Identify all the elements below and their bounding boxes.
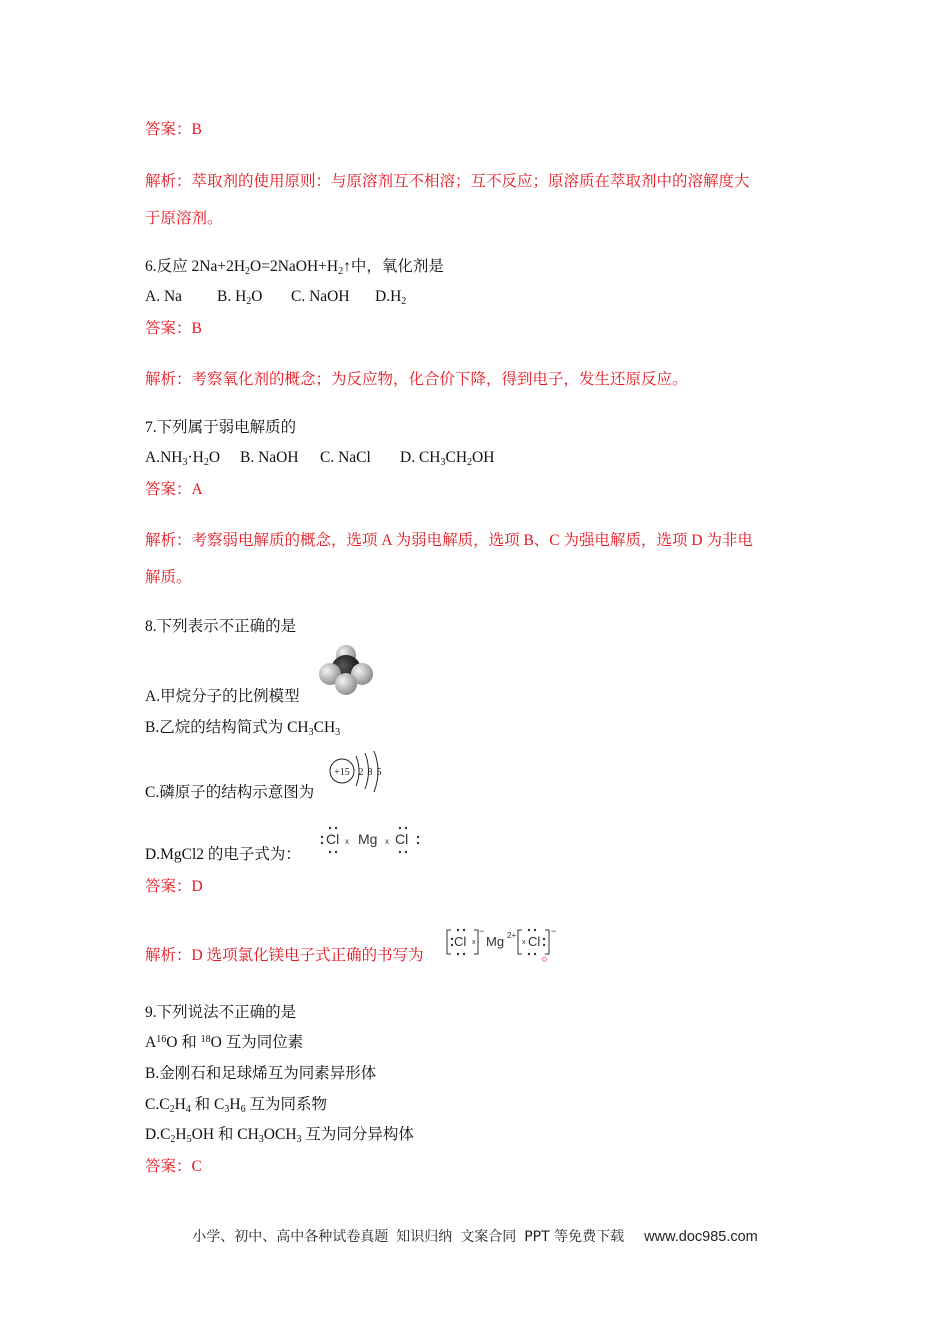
q9-option-d: $D.C_2H_5OH$ 和 $CH_3OCH_3$ 互为同分异构体 bbox=[145, 1126, 414, 1145]
footer-item: 知识归纳 bbox=[396, 1229, 453, 1245]
svg-text:x: x bbox=[385, 837, 389, 846]
q5-analysis-line1: 解析：萃取剂的使用原则：与原溶剂互不相溶；互不反应；原溶质在萃取剂中的溶解度大 bbox=[145, 173, 750, 190]
q7-answer: 答案：A bbox=[145, 481, 203, 498]
mgcl2-electron-formula-correct bbox=[444, 924, 562, 960]
cl-left: Cl bbox=[326, 831, 340, 847]
q6-option-d: $D.H_2$ bbox=[375, 288, 407, 307]
mgcl2-electron-formula-wrong bbox=[318, 822, 424, 858]
cl-right: Cl bbox=[395, 831, 409, 847]
mg-center: Mg bbox=[486, 934, 505, 949]
shell-2-count: 8 bbox=[367, 767, 373, 778]
q7-stem: 7.下列属于弱电解质的 bbox=[145, 419, 297, 436]
q9-option-c: $C.C_2H_4$ 和 $C_3H_6$ 互为同系物 bbox=[145, 1096, 327, 1115]
svg-text:x: x bbox=[345, 837, 349, 846]
q7-option-c: C. NaCl bbox=[320, 449, 371, 466]
footer-item: 小学、初中、高中各种试卷真题 bbox=[192, 1229, 389, 1245]
q6-answer: 答案：B bbox=[145, 320, 202, 337]
svg-text:−: − bbox=[479, 926, 485, 936]
q5-analysis-line2: 于原溶剂。 bbox=[145, 210, 223, 227]
svg-text:x: x bbox=[522, 939, 526, 946]
q8-stem: 8.下列表示不正确的是 bbox=[145, 618, 297, 635]
footer-url-link[interactable]: www.doc985.com bbox=[644, 1229, 758, 1245]
shell-3-count: 5 bbox=[376, 767, 382, 778]
q6-analysis: 解析：考察氧化剂的概念；为反应物，化合价下降，得到电子，发生还原反应。 bbox=[145, 371, 688, 388]
q7-analysis-line1: 解析：考察弱电解质的概念，选项 A 为弱电解质，选项 B、C 为强电解质，选项 D 为非电 bbox=[145, 532, 753, 549]
svg-text:−: − bbox=[551, 926, 557, 936]
phosphorus-atom-diagram bbox=[327, 750, 391, 800]
page-footer bbox=[0, 1226, 950, 1246]
q7-analysis-line2: 解质。 bbox=[145, 569, 192, 586]
mg-center: Mg bbox=[358, 831, 378, 847]
q8-option-d: D.MgCl2 的电子式为： bbox=[145, 846, 301, 863]
q9-option-a: $A^{16}O$ 和 $^{18}$O 互为同位素 bbox=[145, 1034, 304, 1051]
q7-options bbox=[145, 448, 494, 468]
q6-options bbox=[145, 287, 406, 307]
q6-stem: 6.反应 $2Na+2H_2O=2NaOH+H_2↑$中，氧化剂是 bbox=[145, 258, 444, 277]
nucleus-label: +15 bbox=[334, 767, 350, 778]
cl-left: Cl bbox=[454, 934, 467, 949]
q7-option-d: D. $CH_3CH_2OH$ bbox=[400, 449, 495, 468]
footer-item: PPT 等免费下载 bbox=[524, 1229, 625, 1245]
q7-option-a: $A.NH_3\cdot H_2O$ bbox=[145, 449, 221, 468]
q8-option-a: A.甲烷分子的比例模型 bbox=[145, 688, 300, 705]
shell-1-count: 2 bbox=[358, 767, 364, 778]
q8-option-b: B.乙烷的结构简式为 $CH_3CH_3$ bbox=[145, 719, 341, 738]
cl-right: Cl bbox=[528, 934, 541, 949]
q7-option-b: B. NaOH bbox=[240, 449, 299, 466]
mg-charge: 2+ bbox=[507, 931, 517, 940]
q6-option-b: B. $H_2O$ bbox=[217, 288, 263, 307]
svg-text:x: x bbox=[472, 939, 476, 946]
q6-option-c: C. NaOH bbox=[291, 288, 350, 305]
methane-model-image bbox=[318, 644, 374, 696]
q6-option-a: A. Na bbox=[145, 288, 183, 305]
q9-answer: 答案：C bbox=[145, 1158, 202, 1175]
footer-item: 文案合同 bbox=[460, 1229, 517, 1245]
q8-option-c: C.磷原子的结构示意图为 bbox=[145, 784, 315, 801]
q9-stem: 9.下列说法不正确的是 bbox=[145, 1004, 297, 1021]
q9-option-b: B.金刚石和足球烯互为同素异形体 bbox=[145, 1065, 377, 1082]
q8-answer: 答案：D bbox=[145, 878, 203, 895]
q8-analysis: 解析：D 选项氯化镁电子式正确的书写为 。 bbox=[145, 947, 558, 964]
q5-answer: 答案：B bbox=[145, 121, 202, 138]
